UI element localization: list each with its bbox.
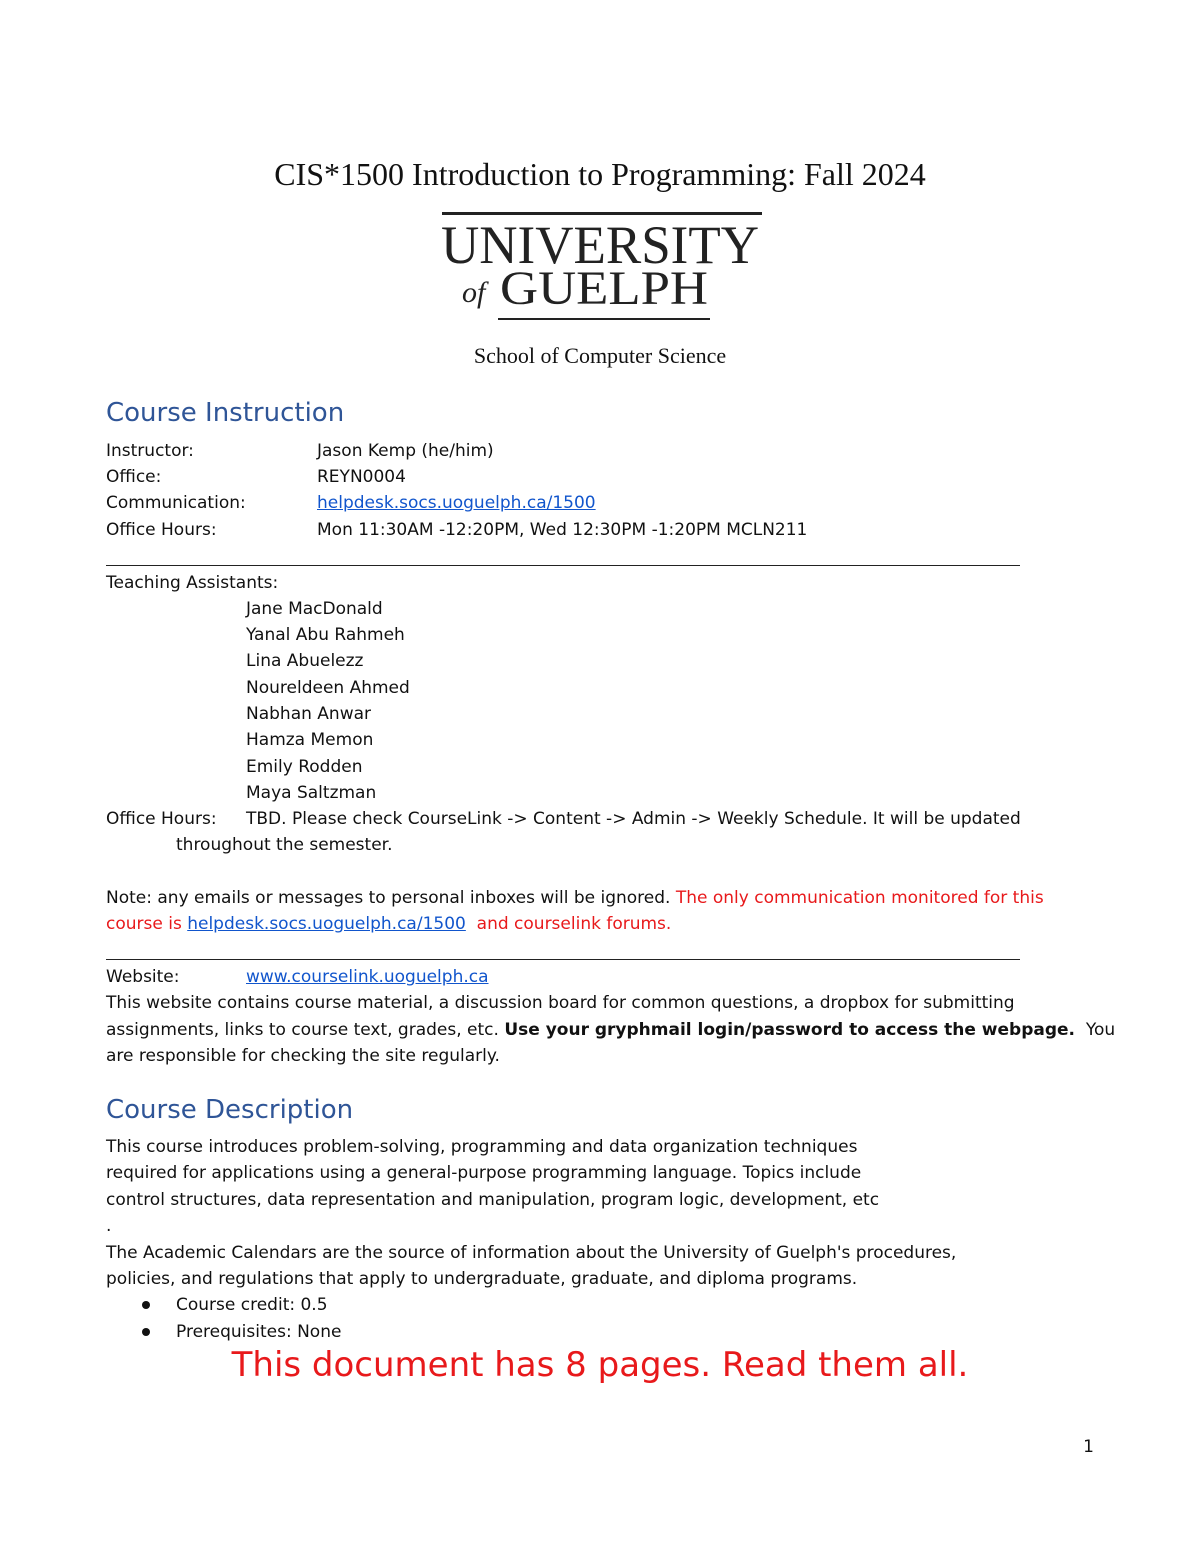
website-description-line-3: are responsible for checking the site regularly. bbox=[106, 1046, 500, 1066]
instructor-value: Jason Kemp (he/him) bbox=[317, 441, 494, 461]
website-label: Website: bbox=[106, 967, 180, 987]
ta-name: Maya Saltzman bbox=[246, 783, 377, 803]
office-value: REYN0004 bbox=[317, 467, 406, 487]
note-line-2 bbox=[106, 911, 671, 938]
prerequisites-item: Prerequisites: None bbox=[176, 1322, 342, 1342]
svg-text:UNIVERSITY: UNIVERSITY bbox=[441, 215, 759, 275]
note-line-1 bbox=[106, 885, 1044, 912]
description-line: control structures, data representation and manipulation, program logic, development, etc bbox=[106, 1190, 880, 1210]
divider bbox=[106, 959, 1020, 960]
ta-office-hours-text-continued: throughout the semester. bbox=[176, 835, 393, 855]
ta-office-hours-text: TBD. Please check CourseLink -> Content -> Admin -> Weekly Schedule. It will be updated bbox=[246, 809, 1021, 829]
university-logo bbox=[440, 208, 765, 326]
ta-name: Hamza Memon bbox=[246, 730, 374, 750]
document-title: CIS*1500 Introduction to Programming: Fall 2024 bbox=[274, 156, 926, 192]
helpdesk-link[interactable]: helpdesk.socs.uoguelph.ca/1500 bbox=[187, 914, 466, 934]
bullet-icon bbox=[142, 1328, 150, 1336]
ta-name: Nabhan Anwar bbox=[246, 704, 372, 724]
note-warning-text: and courselink forums. bbox=[476, 914, 672, 934]
ta-name: Noureldeen Ahmed bbox=[246, 678, 410, 698]
calendar-line: policies, and regulations that apply to undergraduate, graduate, and diploma programs. bbox=[106, 1269, 858, 1289]
website-description-line-2 bbox=[106, 1017, 1115, 1044]
note-warning-text: course is bbox=[106, 914, 182, 934]
instructor-label: Instructor: bbox=[106, 441, 194, 461]
note-warning-text: The only communication monitored for this bbox=[675, 888, 1044, 908]
communication-link[interactable]: helpdesk.socs.uoguelph.ca/1500 bbox=[317, 493, 596, 513]
website-description-text: You bbox=[1085, 1020, 1116, 1040]
ta-office-hours-label: Office Hours: bbox=[106, 809, 217, 829]
communication-label: Communication: bbox=[106, 493, 246, 513]
bullet-icon bbox=[142, 1301, 150, 1309]
teaching-assistants-label: Teaching Assistants: bbox=[106, 573, 279, 593]
courselink-link[interactable]: www.courselink.uoguelph.ca bbox=[246, 967, 489, 987]
ta-name: Yanal Abu Rahmeh bbox=[246, 625, 405, 645]
ta-name: Emily Rodden bbox=[246, 757, 363, 777]
svg-text:of: of bbox=[462, 276, 486, 309]
website-description: This website contains course material, a discussion board for common questions, a dropbox for submitting bbox=[106, 993, 1015, 1013]
description-line: required for applications using a general-purpose programming language. Topics include bbox=[106, 1163, 862, 1183]
section-heading-course-instruction: Course Instruction bbox=[106, 398, 345, 428]
office-hours-label: Office Hours: bbox=[106, 520, 217, 540]
note-text: Note: any emails or messages to personal inboxes will be ignored. bbox=[106, 888, 671, 908]
calendar-line: The Academic Calendars are the source of information about the University of Guelph's procedures, bbox=[106, 1243, 957, 1263]
description-line: This course introduces problem-solving, programming and data organization techniques bbox=[106, 1137, 858, 1157]
section-heading-course-description: Course Description bbox=[106, 1095, 354, 1125]
school-name: School of Computer Science bbox=[473, 343, 727, 368]
ta-name: Jane MacDonald bbox=[246, 599, 383, 619]
office-label: Office: bbox=[106, 467, 162, 487]
ta-name: Lina Abuelezz bbox=[246, 651, 364, 671]
divider bbox=[106, 565, 1020, 566]
description-line: . bbox=[106, 1216, 112, 1236]
course-credit-item: Course credit: 0.5 bbox=[176, 1295, 328, 1315]
page-count-warning: This document has 8 pages. Read them all. bbox=[231, 1345, 969, 1385]
login-instruction: Use your gryphmail login/password to access the webpage. bbox=[504, 1020, 1075, 1040]
page-number: 1 bbox=[1083, 1437, 1094, 1457]
svg-text:GUELPH: GUELPH bbox=[500, 262, 708, 315]
website-description-text: assignments, links to course text, grades, etc. bbox=[106, 1020, 499, 1040]
office-hours-value: Mon 11:30AM -12:20PM, Wed 12:30PM -1:20PM MCLN211 bbox=[317, 520, 808, 540]
